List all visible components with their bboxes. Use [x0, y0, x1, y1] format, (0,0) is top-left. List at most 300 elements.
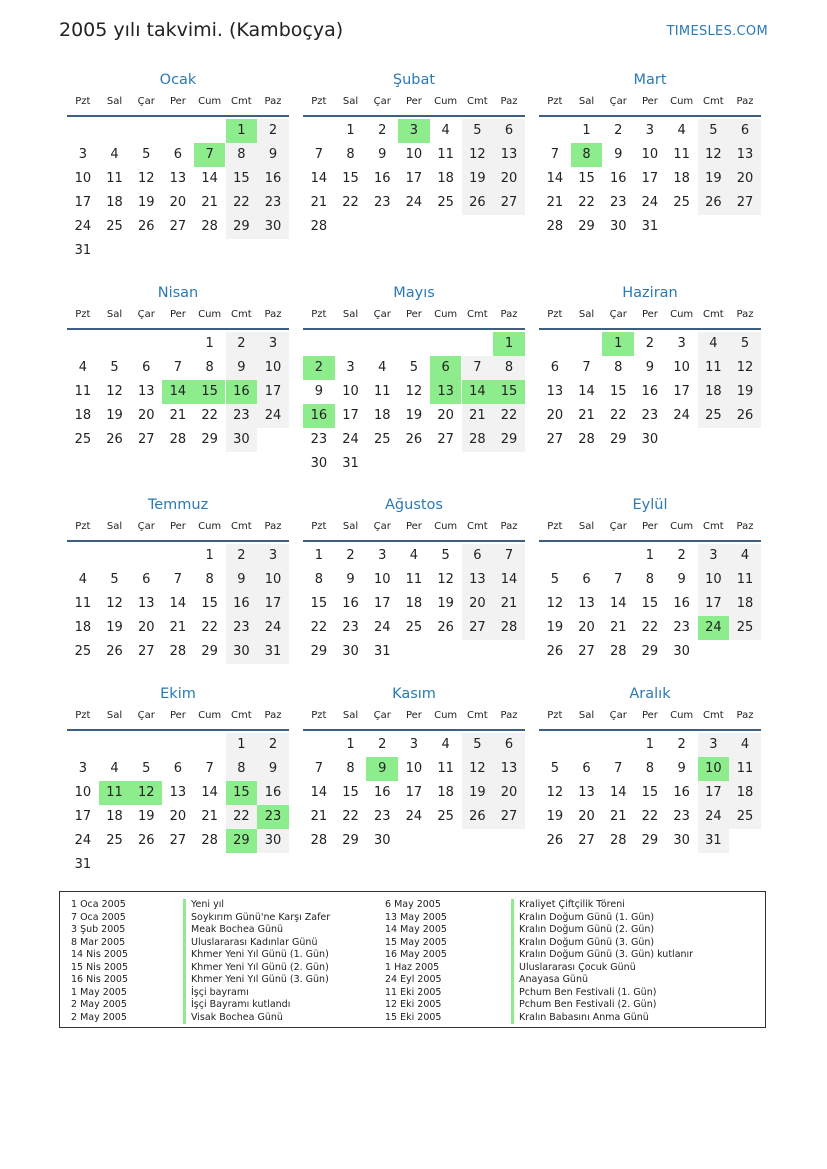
day-cell: 29: [201, 432, 218, 447]
day-cell: 7: [173, 360, 183, 375]
day-cell: 4: [78, 360, 87, 375]
weekday-header: Çar: [137, 710, 155, 721]
day-cell: 13: [546, 384, 564, 399]
legend-date: 12 Eki 2005: [385, 999, 442, 1010]
day-cell: 11: [729, 568, 761, 592]
day-cell: 12: [106, 384, 123, 399]
day-cell: 20: [546, 408, 564, 423]
weekday-header: Sal: [342, 309, 359, 320]
day-cell: 10: [257, 356, 289, 380]
weekday-header: Pzt: [75, 521, 91, 532]
weekday-header: Per: [641, 309, 658, 320]
day-cell: 12: [462, 143, 494, 167]
day-cell: 11: [74, 596, 92, 611]
day-cell: 30: [342, 644, 359, 659]
day-cell: 22: [493, 404, 525, 428]
legend-date: 3 Şub 2005: [71, 924, 126, 935]
holiday-cell: 15: [493, 380, 525, 404]
day-cell: 3: [698, 733, 730, 757]
legend-date: 14 May 2005: [385, 924, 447, 935]
day-cell: 20: [493, 167, 525, 191]
day-cell: 23: [226, 616, 258, 640]
weekday-header: Cum: [198, 710, 222, 721]
weekday-header: Paz: [500, 521, 518, 532]
day-cell: 19: [729, 380, 761, 404]
legend-holiday-name: Uluslararası Kadınlar Günü: [183, 937, 330, 950]
day-cell: 16: [641, 384, 659, 399]
header-rule: [539, 328, 761, 330]
weekday-header: Sal: [578, 96, 595, 107]
legend-date: 1 Oca 2005: [71, 899, 126, 910]
day-cell: 22: [226, 805, 258, 829]
weekday-header: Cmt: [231, 96, 252, 107]
weekday-header: Pzt: [547, 710, 563, 721]
day-cell: 26: [462, 191, 494, 215]
holiday-cell: 1: [602, 332, 634, 356]
header-rule: [67, 540, 289, 542]
weekday-header: Per: [169, 309, 186, 320]
day-cell: 24: [74, 833, 92, 848]
day-cell: 16: [609, 171, 627, 186]
holiday-cell: 9: [366, 757, 398, 781]
day-cell: 21: [493, 592, 525, 616]
day-cell: 16: [373, 171, 391, 186]
legend-date: 15 Nis 2005: [71, 961, 128, 973]
weekday-header: Per: [405, 309, 422, 320]
day-cell: 27: [578, 644, 595, 659]
day-cell: 18: [437, 785, 454, 800]
day-cell: 27: [137, 644, 155, 659]
day-cell: 17: [257, 592, 289, 616]
day-cell: 5: [142, 761, 151, 776]
day-cell: 23: [257, 191, 289, 215]
day-cell: 2: [677, 548, 686, 563]
day-cell: 30: [257, 829, 289, 853]
month-block: [539, 285, 761, 485]
day-cell: 4: [441, 123, 450, 138]
day-cell: 28: [201, 219, 218, 234]
day-cell: 27: [729, 191, 761, 215]
day-cell: 21: [310, 809, 328, 824]
day-cell: 3: [78, 761, 87, 776]
day-cell: 3: [378, 548, 387, 563]
holiday-legend: [59, 891, 766, 1028]
day-cell: 13: [169, 785, 187, 800]
brand-logo[interactable]: TIMESLES.COM: [666, 24, 768, 39]
day-cell: 24: [373, 620, 391, 635]
holiday-cell: 8: [571, 143, 603, 167]
day-cell: 11: [74, 384, 92, 399]
weekday-header: Pzt: [75, 96, 91, 107]
day-cell: 4: [110, 147, 119, 162]
day-cell: 19: [546, 620, 564, 635]
day-cell: 21: [169, 408, 187, 423]
day-cell: 1: [645, 737, 655, 752]
day-cell: 16: [226, 592, 258, 616]
day-cell: 17: [641, 171, 659, 186]
day-cell: 28: [310, 833, 328, 848]
weekday-header: Cmt: [703, 710, 724, 721]
day-cell: 3: [346, 360, 355, 375]
legend-holiday-name: İşçi bayramı: [183, 987, 330, 1000]
day-cell: 22: [310, 620, 328, 635]
day-cell: 9: [226, 356, 258, 380]
holiday-cell: 15: [226, 781, 258, 805]
day-cell: 26: [106, 432, 123, 447]
day-cell: 15: [641, 596, 659, 611]
legend-date: 14 Nis 2005: [71, 949, 128, 960]
day-cell: 16: [257, 781, 289, 805]
day-cell: 30: [373, 833, 391, 848]
day-cell: 28: [201, 833, 218, 848]
day-cell: 7: [173, 572, 183, 587]
day-cell: 10: [74, 171, 92, 186]
page-title: 2005 yılı takvimi. (Kamboçya): [59, 19, 344, 41]
weekday-header: Pzt: [311, 521, 327, 532]
day-cell: 28: [169, 432, 187, 447]
day-cell: 26: [546, 833, 564, 848]
day-cell: 30: [257, 215, 289, 239]
weekday-header: Cmt: [231, 309, 252, 320]
legend-holiday-name: Khmer Yeni Yıl Günü (3. Gün): [183, 974, 330, 987]
day-cell: 13: [729, 143, 761, 167]
day-cell: 25: [405, 620, 423, 635]
month-name: Mart: [633, 72, 667, 88]
day-cell: 1: [346, 123, 355, 138]
legend-date: 16 Nis 2005: [71, 974, 128, 985]
day-cell: 4: [729, 544, 761, 568]
day-cell: 6: [493, 119, 525, 143]
day-cell: 13: [578, 596, 595, 611]
day-cell: 28: [609, 644, 627, 659]
day-cell: 25: [437, 195, 454, 210]
legend-date: 6 May 2005: [385, 899, 441, 910]
day-cell: 30: [310, 456, 328, 471]
day-cell: 22: [641, 809, 659, 824]
day-cell: 10: [373, 572, 391, 587]
holiday-cell: 13: [430, 380, 462, 404]
day-cell: 23: [673, 809, 690, 824]
day-cell: 8: [226, 757, 258, 781]
day-cell: 14: [169, 596, 187, 611]
day-cell: 28: [310, 219, 328, 234]
day-cell: 13: [169, 171, 187, 186]
month-name: Mayıs: [393, 285, 435, 301]
day-cell: 25: [106, 833, 123, 848]
weekday-header: Cmt: [467, 309, 488, 320]
day-cell: 22: [578, 195, 595, 210]
day-cell: 9: [614, 147, 623, 162]
day-cell: 15: [226, 167, 258, 191]
day-cell: 19: [405, 408, 423, 423]
legend-holiday-name: Meak Bochea Günü: [183, 924, 330, 937]
day-cell: 3: [78, 147, 87, 162]
day-cell: 9: [346, 572, 355, 587]
day-cell: 14: [578, 384, 595, 399]
day-cell: 15: [310, 596, 328, 611]
month-block: [539, 686, 761, 886]
weekday-header: Cum: [670, 521, 694, 532]
day-cell: 14: [609, 596, 627, 611]
month-name: Aralık: [629, 686, 671, 702]
day-cell: 6: [493, 733, 525, 757]
holiday-cell: 24: [698, 616, 730, 640]
day-cell: 22: [342, 195, 359, 210]
legend-date: 11 Eki 2005: [385, 986, 442, 998]
day-cell: 16: [342, 596, 359, 611]
day-cell: 24: [673, 408, 690, 423]
day-cell: 1: [346, 737, 355, 752]
day-cell: 2: [677, 737, 686, 752]
day-cell: 8: [614, 360, 623, 375]
day-cell: 12: [729, 356, 761, 380]
day-cell: 20: [462, 592, 494, 616]
day-cell: 31: [257, 640, 289, 664]
legend-holiday-name: Kralın Doğum Günü (3. Gün) kutlanır: [511, 949, 693, 962]
day-cell: 21: [169, 620, 187, 635]
day-cell: 18: [106, 195, 123, 210]
day-cell: 23: [673, 620, 690, 635]
day-cell: 20: [437, 408, 454, 423]
legend-names-left: [183, 899, 330, 1024]
day-cell: 28: [578, 432, 595, 447]
day-cell: 6: [729, 119, 761, 143]
legend-holiday-name: Uluslararası Çocuk Günü: [511, 962, 693, 975]
month-name: Ağustos: [385, 497, 443, 513]
day-cell: 9: [226, 568, 258, 592]
day-cell: 19: [137, 195, 155, 210]
day-cell: 21: [609, 809, 627, 824]
day-cell: 23: [373, 195, 391, 210]
day-cell: 23: [310, 432, 328, 447]
holiday-cell: 14: [462, 380, 494, 404]
holiday-cell: 23: [257, 805, 289, 829]
day-cell: 29: [493, 428, 525, 452]
day-cell: 8: [205, 572, 214, 587]
day-cell: 27: [169, 219, 187, 234]
weekday-header: Cum: [670, 710, 694, 721]
month-name: Temmuz: [147, 497, 209, 513]
weekday-header: Pzt: [547, 309, 563, 320]
legend-date: 7 Oca 2005: [71, 911, 126, 923]
day-cell: 27: [493, 191, 525, 215]
day-cell: 6: [550, 360, 559, 375]
legend-holiday-name: Khmer Yeni Yıl Günü (1. Gün): [183, 949, 330, 962]
day-cell: 13: [462, 568, 494, 592]
weekday-header: Paz: [736, 521, 754, 532]
legend-holiday-name: Kralın Doğum Günü (1. Gün): [511, 912, 693, 925]
day-cell: 15: [342, 785, 359, 800]
day-cell: 8: [226, 143, 258, 167]
weekday-header: Cmt: [703, 521, 724, 532]
weekday-header: Paz: [736, 710, 754, 721]
day-cell: 14: [493, 568, 525, 592]
day-cell: 24: [74, 219, 92, 234]
day-cell: 2: [378, 737, 387, 752]
day-cell: 4: [698, 332, 730, 356]
weekday-header: Sal: [106, 521, 123, 532]
weekday-header: Cum: [434, 309, 458, 320]
day-cell: 30: [226, 428, 258, 452]
weekday-header: Pzt: [311, 96, 327, 107]
day-cell: 8: [205, 360, 214, 375]
day-cell: 25: [729, 616, 761, 640]
day-cell: 25: [729, 805, 761, 829]
legend-holiday-name: Visak Bochea Günü: [183, 1012, 330, 1025]
weekday-header: Paz: [500, 96, 518, 107]
weekday-header: Per: [641, 710, 658, 721]
day-cell: 5: [550, 761, 559, 776]
legend-names-right: [511, 899, 693, 1024]
month-name: Şubat: [392, 72, 436, 88]
day-cell: 14: [546, 171, 564, 186]
holiday-cell: 10: [698, 757, 730, 781]
day-cell: 29: [609, 432, 627, 447]
month-block: [67, 72, 289, 272]
day-cell: 28: [546, 219, 564, 234]
day-cell: 19: [462, 781, 494, 805]
day-cell: 21: [201, 195, 218, 210]
weekday-header: Cmt: [231, 521, 252, 532]
day-cell: 14: [310, 171, 328, 186]
day-cell: 11: [106, 171, 123, 186]
day-cell: 10: [342, 384, 359, 399]
day-cell: 16: [373, 785, 391, 800]
weekday-header: Cmt: [467, 521, 488, 532]
day-cell: 17: [673, 384, 690, 399]
day-cell: 12: [698, 143, 730, 167]
day-cell: 23: [226, 404, 258, 428]
day-cell: 25: [106, 219, 123, 234]
header-rule: [539, 729, 761, 731]
day-cell: 6: [142, 360, 151, 375]
month-name: Nisan: [157, 285, 199, 301]
day-cell: 24: [257, 616, 289, 640]
day-cell: 13: [137, 596, 155, 611]
day-cell: 19: [546, 809, 564, 824]
day-cell: 21: [201, 809, 218, 824]
weekday-header: Sal: [342, 96, 359, 107]
day-cell: 25: [698, 404, 730, 428]
holiday-cell: 14: [162, 380, 194, 404]
legend-holiday-name: Pchum Ben Festivali (2. Gün): [511, 999, 693, 1012]
day-cell: 11: [405, 572, 423, 587]
day-cell: 10: [257, 568, 289, 592]
day-cell: 29: [201, 644, 218, 659]
day-cell: 22: [201, 408, 218, 423]
day-cell: 17: [698, 592, 730, 616]
day-cell: 15: [641, 785, 659, 800]
weekday-header: Cum: [670, 309, 694, 320]
day-cell: 26: [437, 620, 454, 635]
day-cell: 17: [257, 380, 289, 404]
day-cell: 20: [729, 167, 761, 191]
day-cell: 21: [310, 195, 328, 210]
day-cell: 23: [342, 620, 359, 635]
day-cell: 8: [346, 761, 355, 776]
day-cell: 29: [641, 644, 659, 659]
header-rule: [303, 540, 525, 542]
day-cell: 8: [346, 147, 355, 162]
day-cell: 17: [698, 781, 730, 805]
day-cell: 27: [137, 432, 155, 447]
legend-date: 16 May 2005: [385, 949, 447, 960]
day-cell: 19: [462, 167, 494, 191]
day-cell: 26: [546, 644, 564, 659]
day-cell: 23: [609, 195, 627, 210]
day-cell: 21: [578, 408, 595, 423]
day-cell: 19: [698, 167, 730, 191]
day-cell: 17: [405, 171, 423, 186]
legend-holiday-name: Kralın Doğum Günü (3. Gün): [511, 937, 693, 950]
weekday-header: Çar: [609, 710, 627, 721]
day-cell: 27: [493, 805, 525, 829]
day-cell: 27: [437, 432, 454, 447]
weekday-header: Sal: [578, 710, 595, 721]
day-cell: 1: [205, 548, 214, 563]
day-cell: 19: [437, 596, 454, 611]
day-cell: 27: [169, 833, 187, 848]
day-cell: 22: [342, 809, 359, 824]
day-cell: 27: [578, 833, 595, 848]
holiday-cell: 11: [99, 781, 131, 805]
day-cell: 28: [609, 833, 627, 848]
weekday-header: Cum: [198, 309, 222, 320]
day-cell: 6: [173, 147, 183, 162]
day-cell: 11: [673, 147, 690, 162]
day-cell: 25: [437, 809, 454, 824]
day-cell: 21: [546, 195, 564, 210]
day-cell: 9: [677, 761, 686, 776]
day-cell: 9: [314, 384, 323, 399]
day-cell: 18: [437, 171, 454, 186]
day-cell: 21: [609, 620, 627, 635]
legend-holiday-name: Pchum Ben Festivali (1. Gün): [511, 987, 693, 1000]
weekday-header: Çar: [137, 309, 155, 320]
day-cell: 15: [201, 596, 218, 611]
holiday-cell: 16: [226, 380, 258, 404]
day-cell: 18: [373, 408, 391, 423]
day-cell: 8: [645, 572, 655, 587]
day-cell: 4: [729, 733, 761, 757]
day-cell: 29: [226, 215, 258, 239]
day-cell: 13: [137, 384, 155, 399]
day-cell: 2: [226, 332, 258, 356]
month-block: [303, 497, 525, 697]
day-cell: 29: [641, 833, 659, 848]
day-cell: 16: [257, 167, 289, 191]
header-rule: [67, 115, 289, 117]
holiday-cell: 1: [226, 119, 258, 143]
day-cell: 18: [74, 620, 92, 635]
day-cell: 30: [641, 432, 659, 447]
day-cell: 24: [342, 432, 359, 447]
day-cell: 3: [698, 544, 730, 568]
day-cell: 18: [729, 592, 761, 616]
day-cell: 10: [74, 785, 92, 800]
day-cell: 25: [673, 195, 690, 210]
day-cell: 14: [310, 785, 328, 800]
weekday-header: Sal: [578, 521, 595, 532]
day-cell: 4: [677, 123, 686, 138]
legend-holiday-name: Kralın Doğum Günü (2. Gün): [511, 924, 693, 937]
day-cell: 18: [106, 809, 123, 824]
weekday-header: Sal: [342, 521, 359, 532]
day-cell: 4: [78, 572, 87, 587]
day-cell: 7: [205, 761, 214, 776]
legend-holiday-name: Kraliyet Çiftçilik Töreni: [511, 899, 693, 912]
day-cell: 20: [493, 781, 525, 805]
